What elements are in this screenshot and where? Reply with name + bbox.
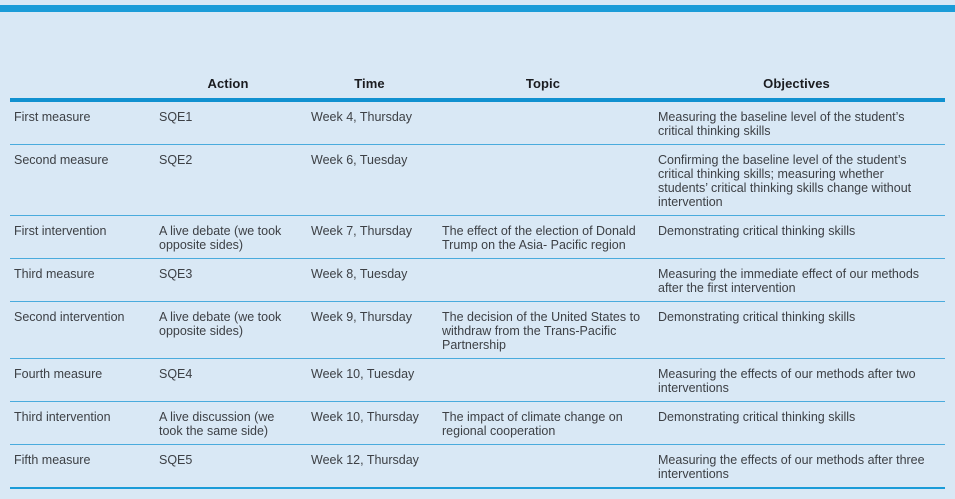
cell-action: A live debate (we took opposite sides) [159, 310, 282, 338]
cell-time: Week 10, Tuesday [311, 367, 415, 381]
cell-action: SQE5 [159, 453, 193, 467]
table-body [10, 100, 945, 488]
cell-row-label: Fifth measure [14, 453, 91, 467]
cell-topic [438, 259, 654, 302]
cell-time: Week 12, Thursday [311, 453, 419, 467]
cell-time: Week 10, Thursday [311, 410, 419, 424]
column-header-row-label [10, 76, 155, 100]
cell-objectives: Demonstrating critical thinking skills [658, 410, 856, 424]
column-header-time: Time [354, 76, 385, 91]
cell-action: SQE4 [159, 367, 193, 381]
cell-objectives: Confirming the baseline level of the student’s critical thinking skills; measuring whether students’ critical thinking skills change without intervention [658, 153, 912, 209]
schedule-table [10, 76, 945, 489]
cell-topic: The decision of the United States to withdraw from the Trans-Pacific Partnership [442, 310, 641, 352]
cell-row-label: First measure [14, 110, 91, 124]
cell-action: SQE3 [159, 267, 193, 281]
cell-time: Week 8, Tuesday [311, 267, 408, 281]
cell-topic: The effect of the election of Donald Trump on the Asia- Pacific region [442, 224, 636, 252]
cell-time: Week 9, Thursday [311, 310, 412, 324]
column-header-objectives: Objectives [763, 76, 830, 91]
cell-row-label: Third measure [14, 267, 95, 281]
cell-row-label: First intervention [14, 224, 107, 238]
table-row [10, 302, 945, 359]
cell-objectives: Measuring the effects of our methods after two interventions [658, 367, 916, 395]
table-row [10, 445, 945, 489]
cell-topic [438, 359, 654, 402]
column-header-topic: Topic [525, 76, 561, 91]
header-row [10, 76, 945, 100]
cell-objectives: Measuring the effects of our methods after three interventions [658, 453, 925, 481]
cell-row-label: Second intervention [14, 310, 125, 324]
table-row [10, 100, 945, 145]
cell-topic: The impact of climate change on regional cooperation [442, 410, 623, 438]
schedule-table-container [10, 76, 945, 489]
cell-action: SQE1 [159, 110, 193, 124]
table-row [10, 216, 945, 259]
cell-objectives: Measuring the immediate effect of our methods after the first intervention [658, 267, 920, 295]
cell-action: SQE2 [159, 153, 193, 167]
cell-row-label: Second measure [14, 153, 109, 167]
table-row [10, 402, 945, 445]
cell-objectives: Measuring the baseline level of the student’s critical thinking skills [658, 110, 905, 138]
cell-action: A live discussion (we took the same side) [159, 410, 275, 438]
cell-row-label: Fourth measure [14, 367, 103, 381]
top-rule [0, 5, 955, 12]
cell-time: Week 4, Thursday [311, 110, 412, 124]
table-row [10, 259, 945, 302]
cell-objectives: Demonstrating critical thinking skills [658, 224, 856, 238]
cell-row-label: Third intervention [14, 410, 111, 424]
column-header-action: Action [207, 76, 249, 91]
cell-time: Week 7, Thursday [311, 224, 412, 238]
cell-topic [438, 445, 654, 489]
cell-topic [438, 145, 654, 216]
cell-topic [438, 100, 654, 145]
cell-action: A live debate (we took opposite sides) [159, 224, 282, 252]
table-row [10, 359, 945, 402]
table-row [10, 145, 945, 216]
cell-objectives: Demonstrating critical thinking skills [658, 310, 856, 324]
cell-time: Week 6, Tuesday [311, 153, 408, 167]
table-header [10, 76, 945, 100]
